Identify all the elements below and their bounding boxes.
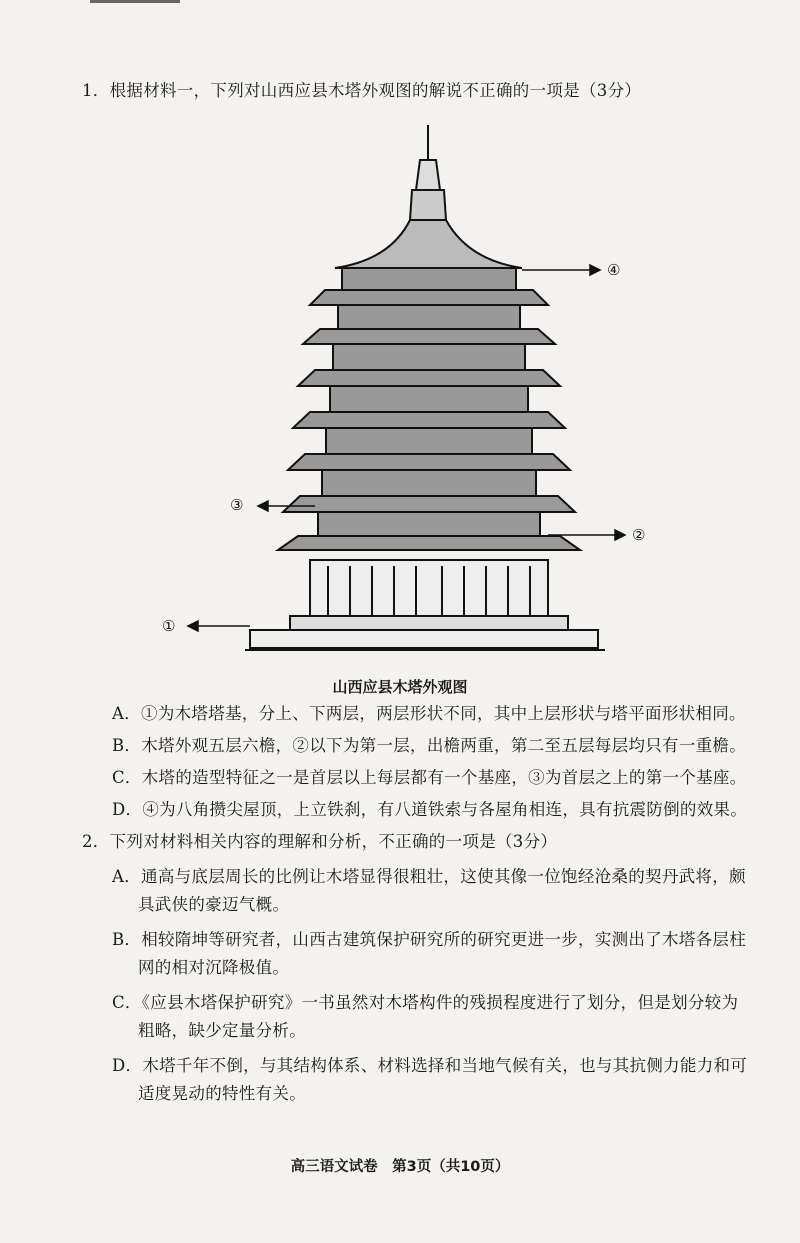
ground-floor xyxy=(310,560,548,616)
q2-option-a-cont: 具武侠的豪迈气概。 xyxy=(138,895,290,914)
upper-base xyxy=(290,616,568,630)
top-roof xyxy=(335,220,522,268)
q1-option-d: D．④为八角攒尖屋顶，上立铁刹，有八道铁索与各屋角相连，具有抗震防倒的效果。 xyxy=(112,800,748,819)
label-1: ① xyxy=(162,617,176,635)
q2-option-d: D．木塔千年不倒，与其结构体系、材料选择和当地气候有关，也与其抗侧力能力和可 xyxy=(112,1056,748,1075)
pagoda-illustration xyxy=(150,120,650,660)
q1-option-c: C．木塔的造型特征之一是首层以上每层都有一个基座，③为首层之上的第一个基座。 xyxy=(112,768,747,787)
q1-option-b: B．木塔外观五层六檐，②以下为第一层，出檐两重，第二至五层每层均只有一重檐。 xyxy=(112,736,747,755)
tier-4 xyxy=(333,344,525,370)
question-2-stem: 2．下列对材料相关内容的理解和分析，不正确的一项是（3分） xyxy=(82,832,558,851)
q2-option-a: A．通高与底层周长的比例让木塔显得很粗壮，这使其像一位饱经沧桑的契丹武将，颇 xyxy=(112,867,746,886)
top-edge-mark xyxy=(90,0,180,3)
tier-3 xyxy=(326,428,532,454)
lower-base xyxy=(250,630,598,648)
q2-option-b-cont: 网的相对沉降极值。 xyxy=(138,958,290,977)
q2-option-c-cont: 粗略，缺少定量分析。 xyxy=(138,1021,306,1040)
q2-option-c: C．《应县木塔保护研究》一书虽然对木塔构件的残损程度进行了划分，但是划分较为 xyxy=(112,993,739,1012)
page-footer: 高三语文试卷 第3页（共10页） xyxy=(290,1159,510,1175)
question-1-stem: 1．根据材料一，下列对山西应县木塔外观图的解说不正确的一项是（3分） xyxy=(82,81,642,100)
label-4: ④ xyxy=(607,261,621,279)
label-2: ② xyxy=(632,526,646,544)
q1-option-a: A．①为木塔塔基，分上、下两层，两层形状不同，其中上层形状与塔平面形状相同。 xyxy=(112,704,746,723)
tier-5 xyxy=(342,268,516,290)
tier-2 xyxy=(318,512,540,536)
figure-caption: 山西应县木塔外观图 xyxy=(332,678,468,696)
q2-option-b: B．相较隋坤等研究者，山西古建筑保护研究所的研究更进一步，实测出了木塔各层柱 xyxy=(112,930,747,949)
q2-option-d-cont: 适度晃动的特性有关。 xyxy=(138,1084,306,1103)
label-3: ③ xyxy=(230,496,244,514)
